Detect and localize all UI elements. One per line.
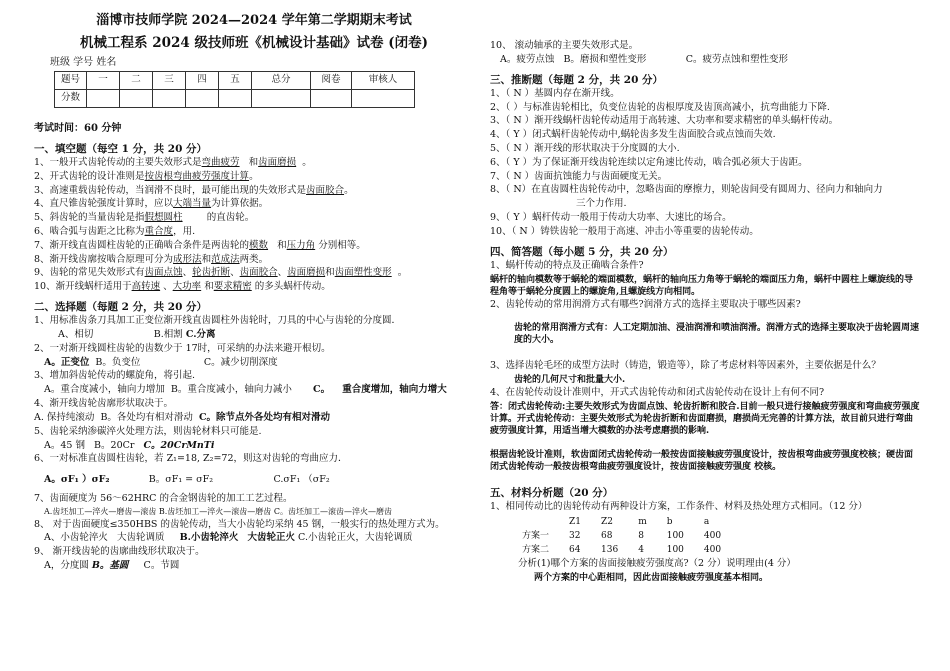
text-span: A. 保持纯滚动 [34, 411, 95, 423]
answer-blank: 齿面点蚀 [144, 267, 183, 279]
table-cell: 方案二 [522, 544, 550, 555]
text-span: 2、开式齿轮的设计准则是 [34, 170, 145, 182]
score-cell [153, 90, 186, 108]
answer-blank: 重合度 [144, 226, 174, 237]
text-span: B。20Cr [94, 439, 135, 451]
text-span: B。σF₁ = σF₂ [148, 474, 214, 486]
score-cell [186, 90, 219, 108]
left-column [34, 0, 474, 574]
text-span: 9、齿轮的常见失效形式有 [34, 267, 145, 279]
table-cell: Z1 [569, 516, 581, 527]
short-question: 1、蜗杆传动的特点及正确啮合条件? [490, 259, 644, 271]
answer-blank: 轮齿折断 [192, 267, 231, 279]
choice-options [34, 532, 474, 545]
fill-question [34, 240, 474, 253]
answer-blank: 范成法 [211, 253, 240, 265]
score-header: 三 [153, 72, 186, 90]
judge-question: 7、（ N ）齿面抗蚀能力与齿面硬度无关。 [490, 170, 668, 182]
score-cell [87, 90, 120, 108]
text-span: 7、渐开线直齿圆柱齿轮的正确啮合条件是两齿轮的 [34, 239, 250, 251]
score-cell [311, 90, 352, 108]
choice-options [490, 54, 920, 67]
fill-question [34, 281, 474, 294]
fill-question [34, 198, 474, 211]
score-header: 题号 [55, 72, 87, 90]
text-span: 重合度增加，轴向力增大 [342, 384, 447, 396]
section-title: 三、推断题（每题 2 分，共 20 分） [490, 73, 664, 86]
table-cell: m [638, 516, 647, 527]
fill-question [34, 267, 474, 280]
text-span: 和 [204, 281, 214, 293]
right-column [490, 0, 920, 584]
table-cell: b [666, 516, 673, 527]
choice-options [34, 560, 474, 573]
text-span: C。减少切削深度 [203, 356, 278, 368]
text-span: 、 [277, 267, 288, 279]
table-cell: 68 [601, 530, 613, 541]
judge-question: 9、（ Y ）蜗杆传动一般用于传动大功率、大速比的场合。 [490, 212, 732, 224]
text-span: B.相割 [153, 329, 183, 341]
choice-question: 2、一对渐开线圆柱齿轮的齿数少于 17时，可采纳的办法来避开根切。 [34, 342, 331, 354]
short-question: 3、选择齿轮毛坯的成型方法时（铸造，锻造等），除了考虑材料等因素外，主要依据是什么？ [490, 360, 881, 372]
choice-question: 7、齿面硬度为 56～62HRC 的合金钢齿轮的加工工艺过程。 [34, 492, 293, 504]
table-cell: 32 [569, 530, 581, 541]
choice-options [34, 357, 474, 370]
choice-options [34, 474, 474, 487]
answer-blank: 成形法 [173, 253, 202, 265]
choice-options: A.齿坯加工—淬火—磨齿—滚齿 B.齿坯加工—淬火—滚齿—磨齿 C。齿坯加工—滚齿—淬火—磨齿 [44, 506, 392, 516]
text-span: A。疲劳点蚀 [500, 53, 555, 65]
table-cell: 4 [638, 544, 644, 555]
text-span: 。 [344, 184, 354, 196]
short-answer: 齿轮的常用润滑方式有：人工定期加油、浸油润滑和喷油润滑。润滑方式的选择主要取决于齿轮圆周速度的大小。 [514, 322, 920, 345]
answer-blank: 齿面磨损 [258, 156, 297, 168]
fill-question [34, 171, 474, 184]
score-cell [120, 90, 153, 108]
short-question: 4、在齿轮传动设计准则中，开式式齿轮传动和闭式齿轮传动在设计上有何不同? [490, 387, 825, 399]
text-span: A、相切 [58, 329, 94, 341]
score-header: 四 [186, 72, 219, 90]
text-span: 和 [248, 156, 259, 168]
text-span: 两类。 [239, 253, 269, 265]
text-span: 大齿轮正火 [247, 532, 295, 544]
answer-blank: 大功率 [172, 281, 202, 293]
table-cell: 方案一 [522, 530, 550, 541]
answer-blank: 齿面胶合 [239, 267, 278, 279]
text-span: B。负变位 [95, 356, 141, 368]
text-span: 1、一般开式齿轮传动的主要失效形式是 [34, 156, 202, 168]
table-cell: 100 [666, 544, 684, 555]
text-span: 和 [201, 253, 212, 265]
exam-subtitle: 机械工程系 2024 级技师班《机械设计基础》试卷 (闭卷) [80, 34, 428, 51]
text-span: C。疲劳点蚀和塑性变形 [685, 53, 788, 65]
fill-question [34, 226, 474, 239]
answer-blank: 压力角 [286, 239, 316, 251]
fill-question [34, 185, 474, 198]
material-question: 1、相同传动比的齿轮传动有两种设计方案，工作条件、材料及热处理方式相同。（12 分） [490, 500, 868, 512]
score-header: 审核人 [352, 72, 415, 90]
text-span: 和 [325, 267, 335, 279]
table-cell: Z2 [601, 516, 613, 527]
table-cell: 100 [666, 530, 684, 541]
answer-blank: 要求精密 [213, 281, 252, 293]
choice-question: 6、一对标准直齿圆柱齿轮，若 Z₁=18, Z₂=72，则这对齿轮的弯曲应力． [34, 453, 348, 465]
judge-question: 5、（ N ）渐开线的形状取决于分度圆的大小. [490, 143, 680, 155]
answer-blank: 假想圆柱 [144, 212, 183, 224]
choice-question: 5、齿轮采纳渗碳淬火处理方法，则齿轮材料只可能是. [34, 425, 262, 437]
section-title: 五、材料分析题（20 分） [490, 486, 614, 499]
text-span: A。重合度减小，轴向力增加 [44, 384, 165, 396]
text-span: B。各处均有相对滑动 [100, 411, 193, 423]
text-span: C。 [313, 384, 331, 396]
text-span: 的多头蜗杆传动。 [254, 281, 331, 293]
text-span: 。 [302, 156, 312, 168]
text-span: A。正变位 [44, 356, 90, 368]
text-span: A、小齿轮淬火 [44, 532, 108, 544]
text-span: 、 [163, 281, 173, 293]
text-span: A。σF₁ ）σF₂ [44, 474, 110, 486]
table-cell: 400 [703, 530, 722, 541]
choice-question: 9、 渐开线齿轮的齿廓曲线形状取决于。 [34, 546, 205, 558]
answer-blank: 齿面塑性变形 [334, 267, 392, 279]
text-span: 3、高速重载齿轮传动，当润滑不良时，最可能出现的失效形式是 [34, 184, 307, 196]
text-span: C.小齿轮正火，大齿轮调质 [298, 532, 413, 544]
judge-question: 6、（ Y ）为了保证渐开线齿轮连续以定角速比传动，啮合弧必须大于齿距。 [490, 156, 808, 168]
text-span: 。 [249, 170, 259, 182]
table-cell: a [703, 516, 710, 527]
text-span: 的直齿轮。 [206, 212, 255, 224]
choice-question: 8、 对于齿面硬度≤350HBS 的齿轮传动，当大小齿轮均采纳 45 钢，一般实行的热处理方式为。 [34, 518, 445, 530]
choice-question: 10、 滚动轴承的主要失效形式是。 [490, 40, 639, 51]
text-span: 为计算依据。 [211, 198, 269, 210]
table-cell [512, 515, 559, 529]
answer-blank: 弯曲疲劳 [201, 156, 240, 168]
text-span: 8、渐开线齿廓按啮合原理可分为 [34, 253, 174, 265]
choice-options [34, 384, 474, 397]
table-cell: 136 [601, 544, 619, 555]
text-span: A。45 钢 [44, 439, 85, 451]
short-answer: 蜗杆的轴向模数等于蜗轮的端面模数，蜗杆的轴向压力角等于蜗轮的端面压力角，蜗杆中圆柱上螺旋线的导程角等于蜗轮分度圆上的螺旋角,且螺旋线方向相同。 [490, 274, 914, 297]
choice-question: 1、用标准齿条刀具加工正变位渐开线直齿圆柱外齿轮时，刀具的中心与齿轮的分度圆． [34, 315, 402, 327]
score-header: 五 [219, 72, 252, 90]
text-span: 10、渐开线蜗杆适用于 [34, 281, 132, 293]
text-span: 4、直尺锥齿轮强度计算时，应以 [34, 198, 174, 210]
text-span: A，分度圆 [44, 560, 89, 572]
text-span: 、 [230, 267, 240, 279]
text-span: B.小齿轮淬火 [179, 532, 239, 544]
short-answer: 答：闭式齿轮传动:主要失效形式为齿面点蚀、轮齿折断和胶合.目前一般只进行接触疲劳强度和弯曲疲劳强度计算。开式齿轮传动：主要失效形式为轮齿折断和齿面磨损，磨损尚无完善的计算方法，故目前只进行弯曲疲劳强度计算，用适当增大模数的办法考虑磨损的影响. [490, 401, 920, 437]
judge-question: 8、（ N）在直齿圆柱齿轮传动中，忽略齿面的摩擦力，则轮齿间受有圆周力、径向力和轴向力 [490, 184, 883, 196]
answer-blank: 按齿根弯曲疲劳强度计算 [144, 170, 250, 182]
text-span: B。磨损和塑性变形 [563, 53, 647, 65]
text-span: C.分离 [185, 329, 216, 341]
judge-question: 2、（ ）与标准齿轮相比，负变位齿轮的齿根厚度及齿顶高减小，抗弯曲能力下降. [490, 101, 830, 113]
score-header: 一 [87, 72, 120, 90]
material-answer: 两个方案的中心距相同，因此齿面接触疲劳强度基本相同。 [534, 572, 769, 583]
judge-question: 1、（ N ）基圆内存在渐开线。 [490, 87, 620, 99]
score-cell [352, 90, 415, 108]
section-title: 一、填空题（每空 1 分，共 20 分） [34, 142, 208, 155]
score-cell [252, 90, 311, 108]
judge-question: 4、（ Y ）闭式蜗杆齿轮传动中,蜗轮齿多发生齿面胶合或点蚀而失效. [490, 129, 776, 141]
text-span: 分别相等。 [318, 239, 366, 251]
text-span: 。 [397, 267, 408, 279]
table-cell: 64 [569, 544, 581, 555]
choice-question: 4、渐开线齿轮齿廓形状取决于。 [34, 398, 174, 410]
text-span: 6、啮合弧与齿距之比称为 [34, 226, 145, 237]
answer-blank: 齿面磨损 [287, 267, 326, 279]
text-span: 大齿轮调质 [116, 532, 165, 544]
choice-options [34, 412, 474, 425]
answer-blank: 模数 [249, 239, 269, 251]
table-cell: 8 [638, 530, 644, 541]
answer-blank: 大端当量 [173, 198, 212, 210]
exam-title: 淄博市技师学院 2024—2024 学年第二学期期末考试 [96, 13, 412, 28]
score-cell [219, 90, 252, 108]
text-span: B。基圆 [91, 560, 129, 572]
short-answer: 齿轮的几何尺寸和批量大小. [514, 374, 626, 385]
text-span: C。20CrMnTi [143, 439, 215, 451]
score-header: 二 [120, 72, 153, 90]
short-question: 2、齿轮传动的常用润滑方式有哪些?润滑方式的选择主要取决于哪些因素? [490, 299, 801, 310]
judge-question-cont: 三个力作用. [576, 198, 627, 210]
fill-question [34, 212, 474, 225]
table-cell: 400 [703, 544, 722, 555]
fill-question [34, 254, 474, 267]
text-span: B。重合度减小，轴向力减小 [170, 384, 292, 396]
exam-time: 考试时间：60 分钟 [34, 123, 122, 135]
text-span: ，用. [173, 226, 196, 237]
score-cell: 分数 [55, 90, 87, 108]
judge-question: 10、（ N ）铸铁齿轮一般用于高速、冲击小等重要的齿轮传动。 [490, 225, 759, 237]
text-span: C。节圆 [143, 560, 180, 572]
material-subquestion: 分析(1)哪个方案的齿面接触疲劳强度高?（2 分）说明理由(4 分） [518, 557, 796, 569]
text-span: 5、斜齿轮的当量齿轮是指 [34, 212, 145, 224]
choice-options [34, 440, 474, 453]
answer-blank: 齿面胶合 [306, 184, 345, 196]
score-header: 阅卷 [311, 72, 352, 90]
student-info: 班级 学号 姓名 [50, 56, 117, 68]
answer-blank: 高转速 [131, 281, 161, 293]
text-span: 、 [182, 267, 193, 279]
text-span: C.σF₁ （σF₂ [273, 474, 330, 486]
section-title: 二、选择题（每题 2 分，共 20 分） [34, 301, 208, 314]
choice-options [34, 329, 474, 342]
text-span: 和 [277, 239, 287, 251]
text-span: C。除节点外各处均有相对滑动 [198, 411, 331, 423]
short-answer: 根据齿轮设计准则，软齿面闭式齿轮传动一般按齿面接触疲劳强度设计，按齿根弯曲疲劳强度校核；硬齿面闭式齿轮传动一般按齿根弯曲疲劳强度设计，按齿面接触疲劳强度 校核。 [490, 450, 914, 473]
score-header: 总分 [252, 72, 311, 90]
judge-question: 3、（ N ）渐开线蜗杆齿轮传动适用于高转速、大功率和要求精密的单头蜗杆传动。 [490, 115, 839, 127]
fill-question [34, 157, 474, 170]
score-table [54, 71, 415, 108]
choice-question: 3、增加斜齿轮传动的螺旋角，将引起. [34, 370, 196, 382]
section-title: 四、简答题（每小题 5 分，共 20 分） [490, 245, 674, 258]
design-table [512, 515, 731, 557]
